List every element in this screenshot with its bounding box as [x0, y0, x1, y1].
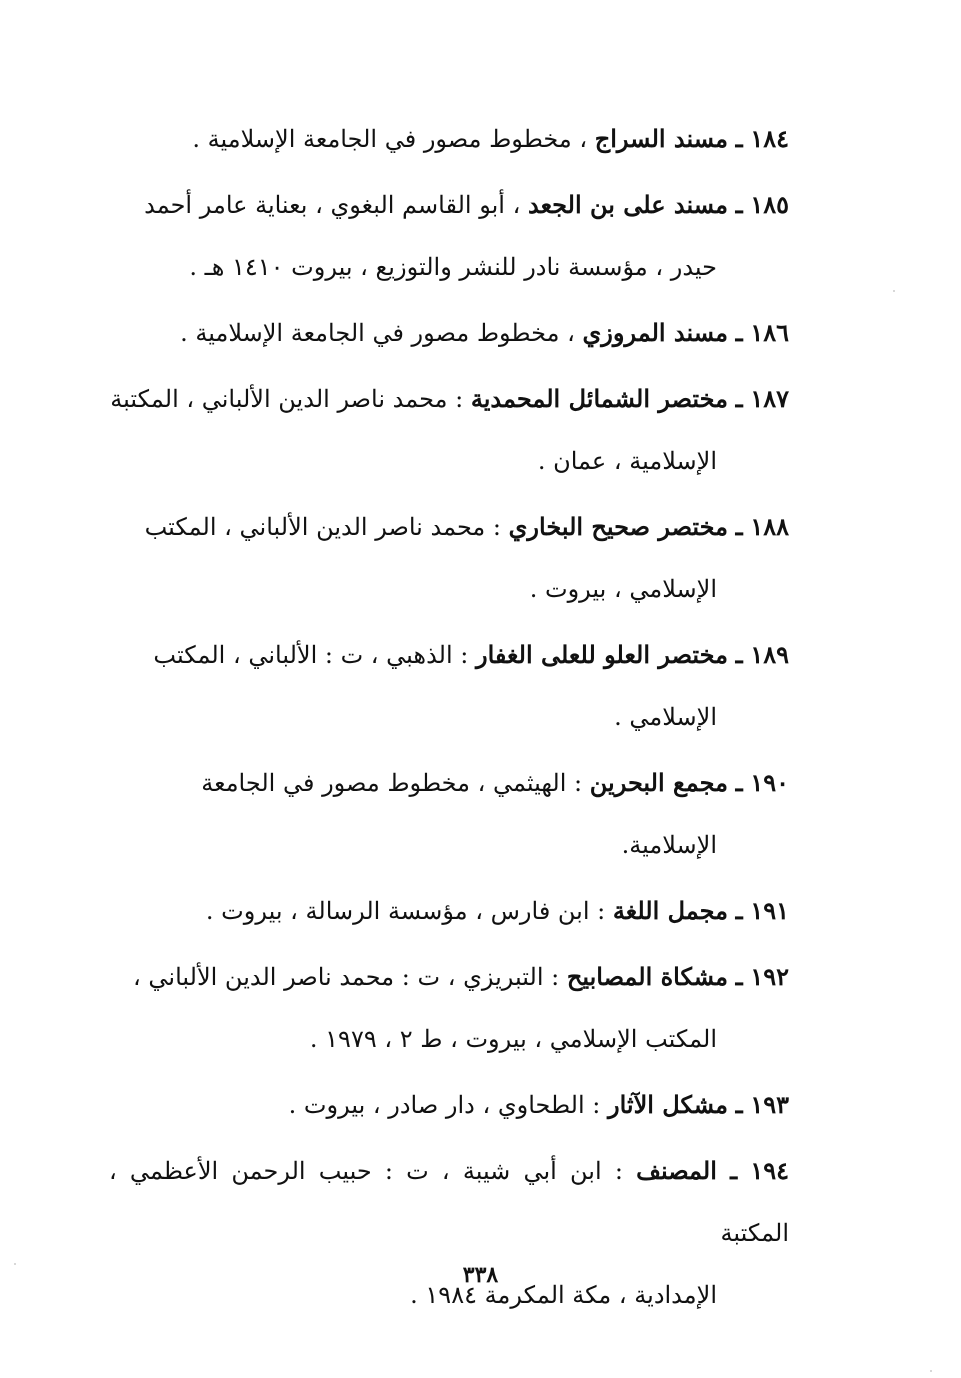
entry-continuation: الإسلامية. [621, 831, 717, 859]
bibliography-entry [109, 108, 789, 170]
bibliography-entry [109, 1140, 789, 1326]
entry-title: مشكل الآثار [608, 1090, 729, 1119]
entry-number: ١٩٣ [750, 1090, 789, 1119]
entry-title: مسند المروزي [582, 318, 729, 347]
entry-continuation: الإسلامية ، عمان . [537, 447, 717, 475]
entry-details: : الهيثمي ، مخطوط مصور في الجامعة [201, 769, 583, 797]
entry-continuation: حيدر ، مؤسسة نادر للنشر والتوزيع ، بيروت ١٤١٠ هـ . [189, 253, 717, 281]
entry-number: ١٨٤ [750, 124, 789, 153]
entry-title: مختصر الشمائل المحمدية [470, 384, 729, 413]
entry-title: مسند على بن الجعد [527, 190, 729, 219]
entry-title: مختصر العلو للعلى الغفار [476, 640, 729, 669]
entry-dash: ـ [735, 1090, 743, 1119]
entry-continuation: الإمدادية ، مكة المكرمة ١٩٨٤ . [410, 1281, 717, 1309]
entry-details: ، أبو القاسم البغوي ، بعناية عامر أحمد [144, 191, 521, 219]
entry-dash: ـ [735, 318, 743, 347]
entry-title: مسند السراج [594, 124, 729, 153]
bibliography-entry [109, 302, 789, 364]
entry-number: ١٨٥ [750, 190, 789, 219]
entry-number: ١٩٠ [750, 768, 789, 797]
entry-title: المصنف [636, 1156, 717, 1185]
entry-dash: ـ [730, 1156, 738, 1185]
entry-details: : الذهبي ، ت : الألباني ، المكتب [153, 641, 469, 669]
entry-title: مختصر صحيح البخاري [508, 512, 729, 541]
entry-number: ١٩١ [750, 896, 789, 925]
entry-dash: ـ [735, 512, 743, 541]
bibliography-entry [109, 880, 789, 942]
entry-details: : محمد ناصر الدين الألباني ، المكتب [144, 513, 501, 541]
entry-dash: ـ [735, 640, 743, 669]
bibliography-entry [109, 624, 789, 748]
bibliography-entry [109, 1074, 789, 1136]
paper-speck [14, 1263, 16, 1265]
bibliography-entry [109, 368, 789, 492]
entry-continuation: الإسلامي ، بيروت . [529, 575, 717, 603]
entry-details: : ابن أبي شيبة ، ت : حبيب الرحمن الأعظمي ، المكتبة [109, 1157, 789, 1247]
entry-number: ١٨٦ [750, 318, 789, 347]
entry-dash: ـ [735, 124, 743, 153]
entry-number: ١٨٨ [750, 512, 789, 541]
entry-continuation: الإسلامي . [614, 703, 717, 731]
entry-details: ، مخطوط مصور في الجامعة الإسلامية . [180, 319, 575, 347]
entry-continuation: المكتب الإسلامي ، بيروت ، ط ٢ ، ١٩٧٩ . [309, 1025, 717, 1053]
entry-details: : ابن فارس ، مؤسسة الرسالة ، بيروت . [205, 897, 606, 925]
entry-details: ، مخطوط مصور في الجامعة الإسلامية . [192, 125, 588, 153]
bibliography-list [109, 108, 789, 1330]
entry-dash: ـ [735, 896, 743, 925]
entry-number: ١٨٧ [750, 384, 789, 413]
entry-dash: ـ [735, 384, 743, 413]
paper-speck [893, 290, 895, 292]
entry-number: ١٩٤ [750, 1156, 789, 1185]
entry-dash: ـ [735, 768, 743, 797]
entry-details: : التبريزي ، ت : محمد ناصر الدين الألباني ، [133, 963, 560, 991]
page-number: ٣٣٨ [462, 1262, 499, 1288]
entry-details: : محمد ناصر الدين الألباني ، المكتبة [110, 385, 464, 413]
paper-speck [930, 1370, 932, 1372]
bibliography-entry [109, 496, 789, 620]
entry-title: مشكاة المصابيح [566, 962, 729, 991]
entry-dash: ـ [735, 962, 743, 991]
bibliography-entry [109, 752, 789, 876]
entry-number: ١٨٩ [750, 640, 789, 669]
entry-details: : الطحاوي ، دار صادر ، بيروت . [288, 1091, 601, 1119]
entry-number: ١٩٢ [750, 962, 789, 991]
bibliography-entry [109, 174, 789, 298]
entry-title: مجمع البحرين [589, 768, 729, 797]
bibliography-entry [109, 946, 789, 1070]
entry-dash: ـ [735, 190, 743, 219]
entry-title: مجمل اللغة [612, 896, 729, 925]
